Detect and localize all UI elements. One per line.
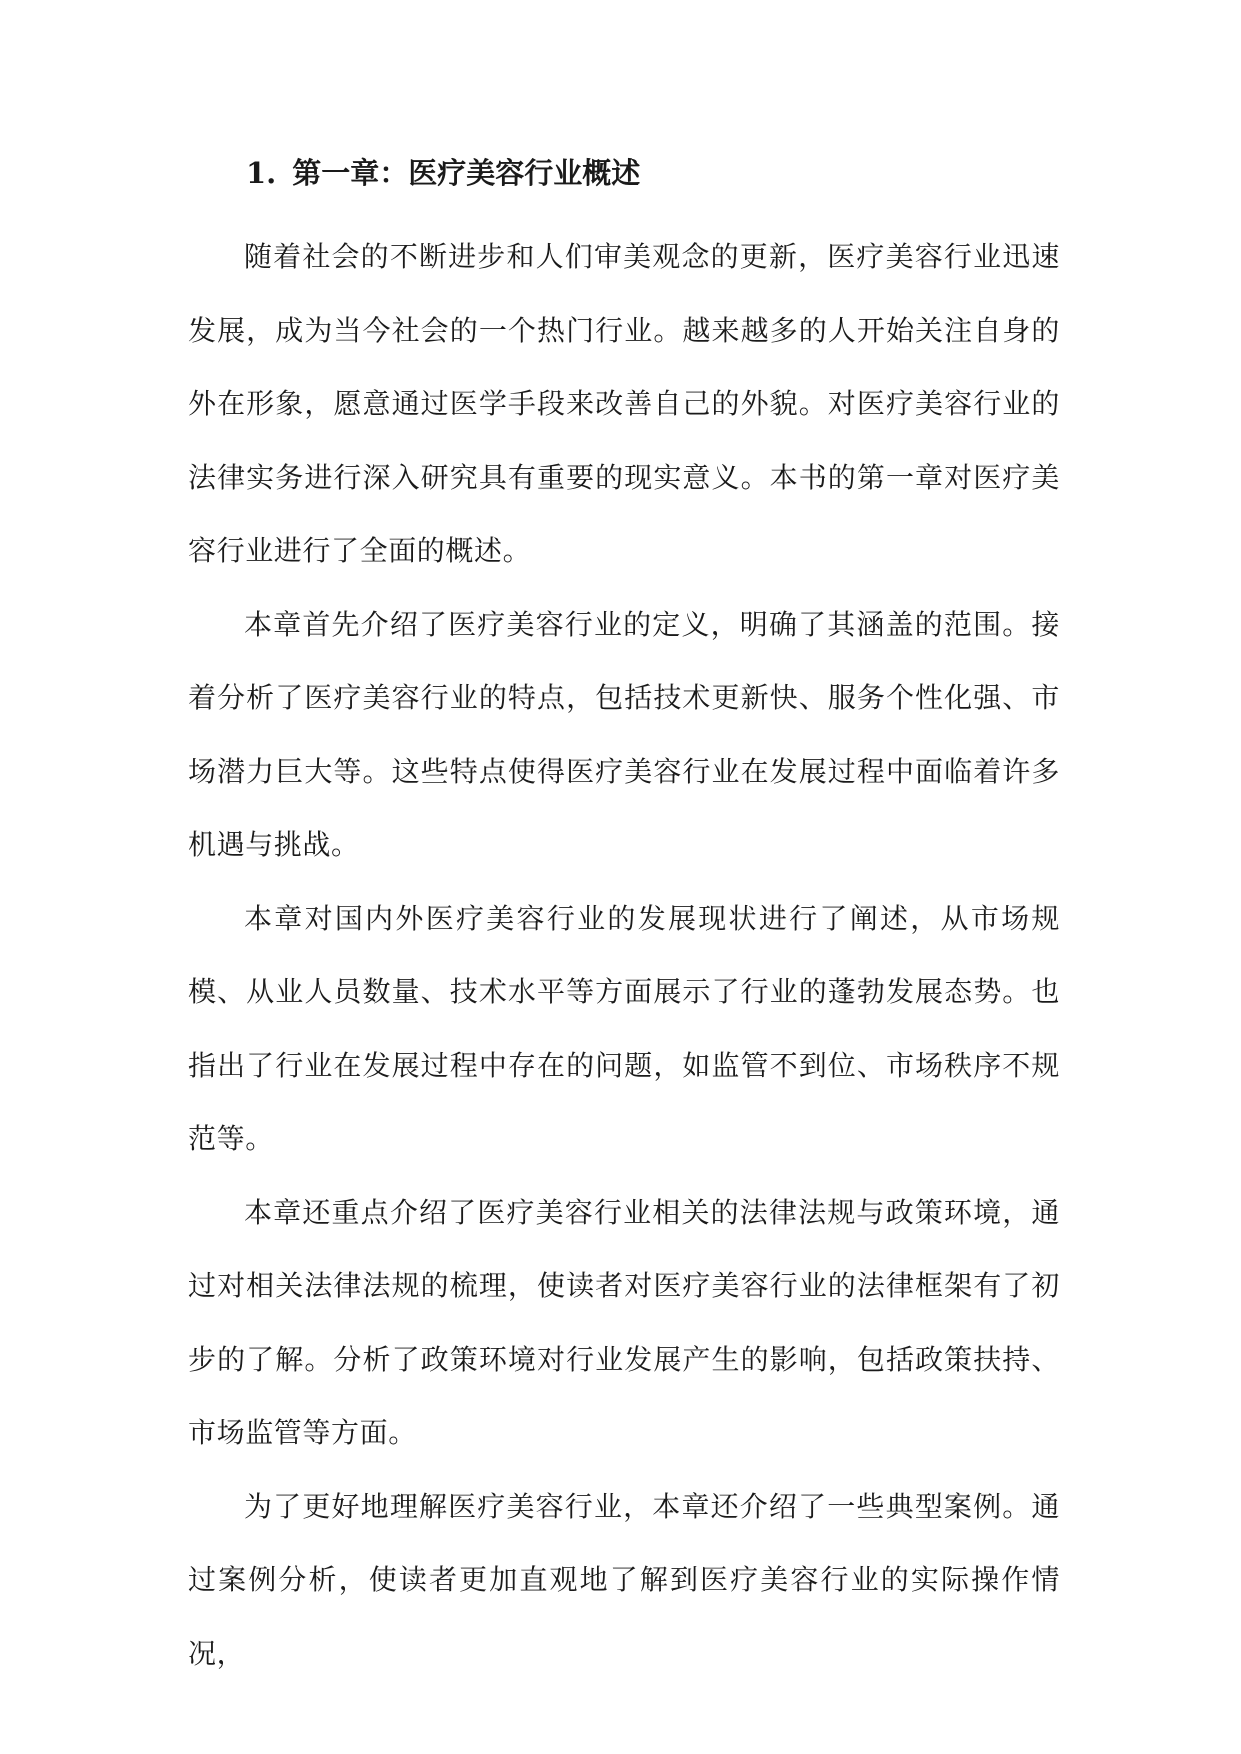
chapter-number: 1. (246, 156, 277, 190)
paragraph-definition: 本章首先介绍了医疗美容行业的定义，明确了其涵盖的范围。接着分析了医疗美容行业的特点，包括技术更新快、服务个性化强、市场潜力巨大等。这些特点使得医疗美容行业在发展过程中面临着许多机遇与挑战。 (188, 607, 1060, 861)
paragraph-intro: 随着社会的不断进步和人们审美观念的更新，医疗美容行业迅速发展，成为当今社会的一个热门行业。越来越多的人开始关注自身的外在形象，愿意通过医学手段来改善自己的外貌。对医疗美容行业的法律实务进行深入研究具有重要的现实意义。本书的第一章对医疗美容行业进行了全面的概述。 (188, 240, 1060, 567)
paragraph-cases: 为了更好地理解医疗美容行业，本章还介绍了一些典型案例。通过案例分析，使读者更加直观地了解到医疗美容行业的实际操作情况， (188, 1489, 1060, 1670)
paragraph-status: 本章对国内外医疗美容行业的发展现状进行了阐述，从市场规模、从业人员数量、技术水平等方面展示了行业的蓬勃发展态势。也指出了行业在发展过程中存在的问题，如监管不到位、市场秩序不规范等。 (188, 901, 1060, 1155)
paragraph-regulation: 本章还重点介绍了医疗美容行业相关的法律法规与政策环境，通过对相关法律法规的梳理，使读者对医疗美容行业的法律框架有了初步的了解。分析了政策环境对行业发展产生的影响，包括政策扶持、市场监管等方面。 (188, 1195, 1060, 1449)
chapter-heading (246, 148, 1060, 198)
chapter-title: 第一章：医疗美容行业概述 (292, 156, 641, 190)
page-content (188, 148, 1060, 1690)
